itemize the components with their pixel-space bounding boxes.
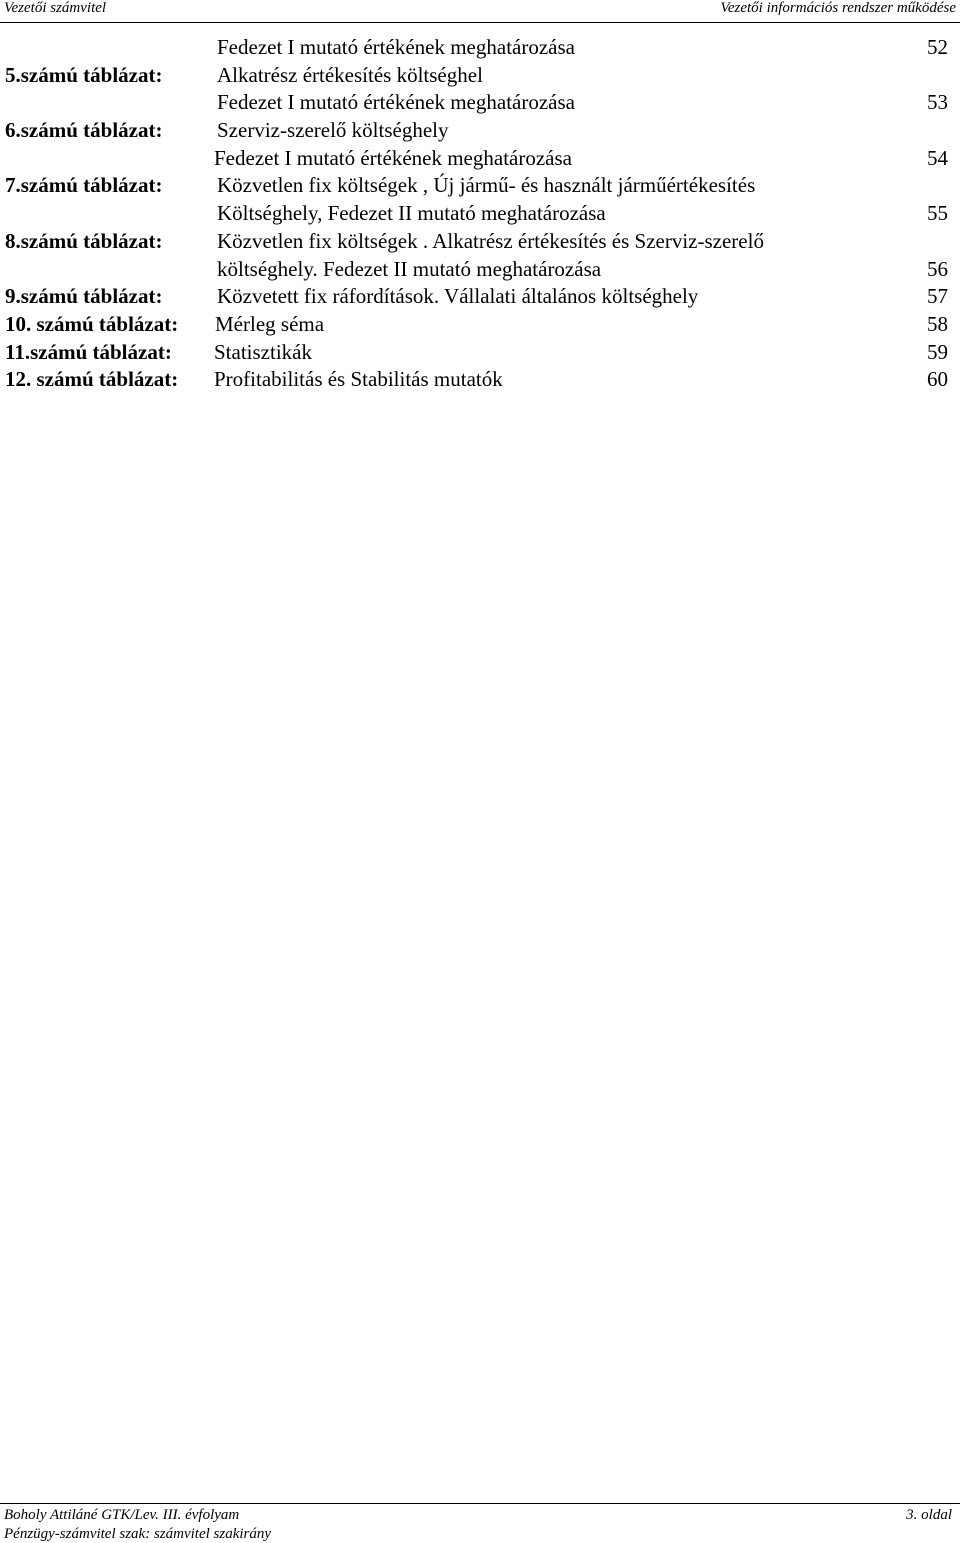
toc-line bbox=[0, 256, 960, 284]
toc-entry-label: 12. számú táblázat: bbox=[5, 367, 179, 392]
toc-entry-page: 52 bbox=[927, 35, 948, 59]
footer-author: Boholy Attiláné GTK/Lev. III. évfolyam bbox=[4, 1507, 240, 1523]
toc-entry-text: Szerviz-szerelő költséghely bbox=[217, 118, 449, 143]
footer-program: Pénzügy-számvitel szak: számvitel szakirány bbox=[4, 1526, 272, 1542]
toc-entry-text: Fedezet I mutató értékének meghatározása bbox=[217, 35, 575, 59]
toc-line bbox=[0, 62, 960, 90]
toc-entry bbox=[0, 62, 960, 117]
table-of-contents bbox=[0, 34, 960, 394]
toc-entry-label: 5.számú táblázat: bbox=[5, 62, 163, 87]
toc-entry-label: 11.számú táblázat: bbox=[5, 339, 172, 364]
toc-entry-page: 57 bbox=[927, 284, 948, 309]
toc-line bbox=[0, 89, 960, 117]
toc-entry-text: költséghely. Fedezet II mutató meghatározása bbox=[217, 256, 602, 281]
toc-entry-page: 58 bbox=[927, 311, 948, 336]
toc-entry bbox=[0, 117, 960, 172]
toc-entry-label: 9.számú táblázat: bbox=[5, 284, 163, 309]
toc-entry-label: 10. számú táblázat: bbox=[5, 311, 179, 336]
toc-line bbox=[0, 200, 960, 228]
toc-entry-text: Statisztikák bbox=[214, 339, 312, 364]
toc-entry-text: Alkatrész értékesítés költséghel bbox=[217, 62, 483, 87]
toc-entry bbox=[0, 228, 960, 283]
toc-entry bbox=[0, 34, 960, 62]
toc-entry-page: 53 bbox=[927, 90, 948, 115]
toc-entry bbox=[0, 311, 960, 339]
toc-entry-page: 56 bbox=[927, 256, 948, 281]
toc-entry-label: 6.számú táblázat: bbox=[5, 118, 163, 143]
toc-line bbox=[0, 34, 960, 62]
toc-line bbox=[0, 117, 960, 145]
header-left-title: Vezetői számvitel bbox=[4, 0, 107, 16]
header-right-title: Vezetői információs rendszer működése bbox=[720, 0, 956, 16]
toc-entry-page: 54 bbox=[927, 145, 948, 170]
toc-entry-page: 59 bbox=[927, 339, 948, 364]
page-footer bbox=[0, 1503, 960, 1542]
toc-line bbox=[0, 311, 960, 339]
toc-line bbox=[0, 228, 960, 256]
toc-entry bbox=[0, 366, 960, 394]
toc-line bbox=[0, 172, 960, 200]
toc-entry-text: Fedezet I mutató értékének meghatározása bbox=[214, 145, 572, 170]
toc-entry-page: 60 bbox=[927, 367, 948, 392]
toc-entry-label: 7.számú táblázat: bbox=[5, 173, 163, 198]
toc-entry-text: Profitabilitás és Stabilitás mutatók bbox=[214, 367, 503, 392]
toc-entry-text: Mérleg séma bbox=[215, 311, 325, 336]
page-header bbox=[0, 0, 960, 23]
toc-entry bbox=[0, 339, 960, 367]
toc-entry-text: Közvetett fix ráfordítások. Vállalati általános költséghely bbox=[217, 284, 699, 309]
toc-entry-text: Fedezet I mutató értékének meghatározása bbox=[217, 90, 575, 115]
toc-entry bbox=[0, 283, 960, 311]
toc-line bbox=[0, 145, 960, 173]
toc-entry bbox=[0, 172, 960, 227]
toc-entry-page: 55 bbox=[927, 201, 948, 226]
toc-entry-label: 8.számú táblázat: bbox=[5, 228, 163, 253]
toc-entry-text: Közvetlen fix költségek , Új jármű- és használt járműértékesítés bbox=[217, 173, 756, 198]
toc-line bbox=[0, 339, 960, 367]
toc-entry-text: Közvetlen fix költségek . Alkatrész értékesítés és Szerviz-szerelő bbox=[217, 228, 764, 253]
footer-page-number: 3. oldal bbox=[906, 1507, 952, 1523]
toc-entry-text: Költséghely, Fedezet II mutató meghatározása bbox=[217, 201, 606, 226]
toc-line bbox=[0, 283, 960, 311]
toc-line bbox=[0, 366, 960, 394]
